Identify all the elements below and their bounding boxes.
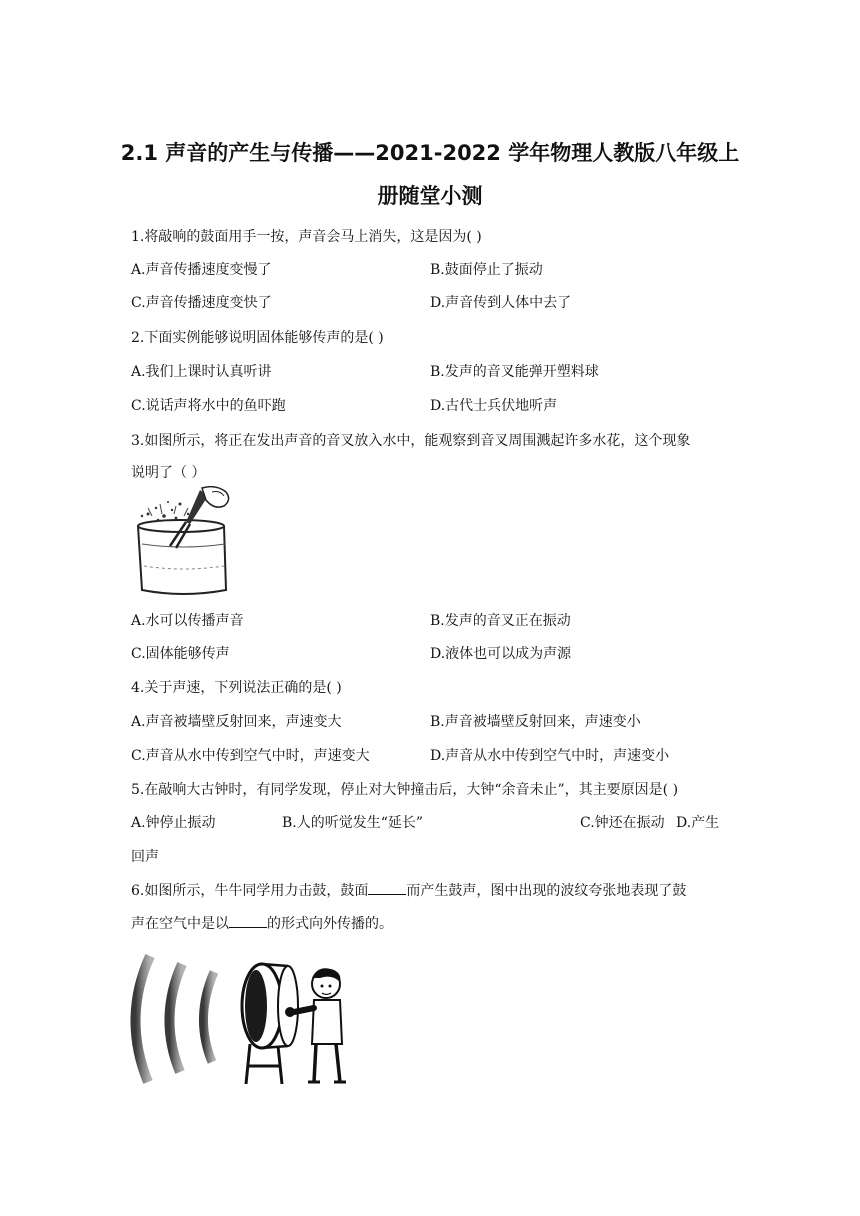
q1-option-b: B.鼓面停止了振动 xyxy=(430,262,543,278)
q6-stem xyxy=(131,880,686,900)
q4-option-d: D.声音从水中传到空气中时，声速变小 xyxy=(430,748,670,764)
q5-option-c: C.钟还在振动 xyxy=(580,815,665,831)
doc-title-line2: 册随堂小测 xyxy=(377,184,483,208)
q2-stem: 2.下面实例能够说明固体能够传声的是( ) xyxy=(131,330,384,346)
q1-option-d: D.声音传到人体中去了 xyxy=(430,295,572,311)
q2-option-d: D.古代士兵伏地听声 xyxy=(430,398,558,414)
q6-answer-blank-1[interactable] xyxy=(368,881,406,895)
q2-option-b: B.发声的音叉能弹开塑料球 xyxy=(430,364,599,380)
q2-option-c: C.说话声将水中的鱼吓跑 xyxy=(131,398,286,414)
q4-option-b: B.声音被墙壁反射回来，声速变小 xyxy=(430,714,641,730)
drum-sound-wave-figure xyxy=(128,948,356,1088)
q1-stem: 1.将敲响的鼓面用手一按，声音会马上消失，这是因为( ) xyxy=(131,229,482,245)
q6-stem2-part-b: 的形式向外传播的。 xyxy=(267,916,393,932)
q6-stem2-part-a: 声在空气中是以 xyxy=(131,916,229,932)
q6-answer-blank-2[interactable] xyxy=(229,914,267,928)
q5-stem: 5.在敲响大古钟时，有同学发现，停止对大钟撞击后，大钟“余音未止”，其主要原因是( ) xyxy=(131,782,679,798)
q1-option-c: C.声音传播速度变快了 xyxy=(131,295,272,311)
q4-stem: 4.关于声速，下列说法正确的是( ) xyxy=(131,680,342,696)
q3-option-a: A.水可以传播声音 xyxy=(131,613,244,629)
q6-stem-part-a: 6.如图所示，牛牛同学用力击鼓，鼓面 xyxy=(131,883,369,899)
q2-option-a: A.我们上课时认真听讲 xyxy=(131,364,272,380)
q6-stem-line2 xyxy=(131,913,393,933)
q3-option-c: C.固体能够传声 xyxy=(131,646,230,662)
q4-option-c: C.声音从水中传到空气中时，声速变大 xyxy=(131,748,370,764)
q5-option-a: A.钟停止振动 xyxy=(131,815,216,831)
q3-option-b: B.发声的音叉正在振动 xyxy=(430,613,571,629)
q6-stem-part-b: 而产生鼓声，图中出现的波纹夸张地表现了鼓 xyxy=(406,883,687,899)
q3-stem: 3.如图所示，将正在发出声音的音叉放入水中，能观察到音叉周围溅起许多水花，这个现象 xyxy=(131,433,691,449)
q3-stem-line2: 说明了（ ） xyxy=(131,465,206,481)
q1-option-a: A.声音传播速度变慢了 xyxy=(131,262,272,278)
tuning-fork-in-water-figure xyxy=(128,486,240,598)
q4-option-a: A.声音被墙壁反射回来，声速变大 xyxy=(131,714,342,730)
doc-title-line1: 2.1 声音的产生与传播——2021-2022 学年物理人教版八年级上 xyxy=(120,141,740,165)
q5-option-b: B.人的听觉发生“延长” xyxy=(282,815,424,831)
q5-option-d: D.产生 xyxy=(676,815,720,831)
q5-option-d-cont: 回声 xyxy=(131,849,159,865)
q3-option-d: D.液体也可以成为声源 xyxy=(430,646,572,662)
